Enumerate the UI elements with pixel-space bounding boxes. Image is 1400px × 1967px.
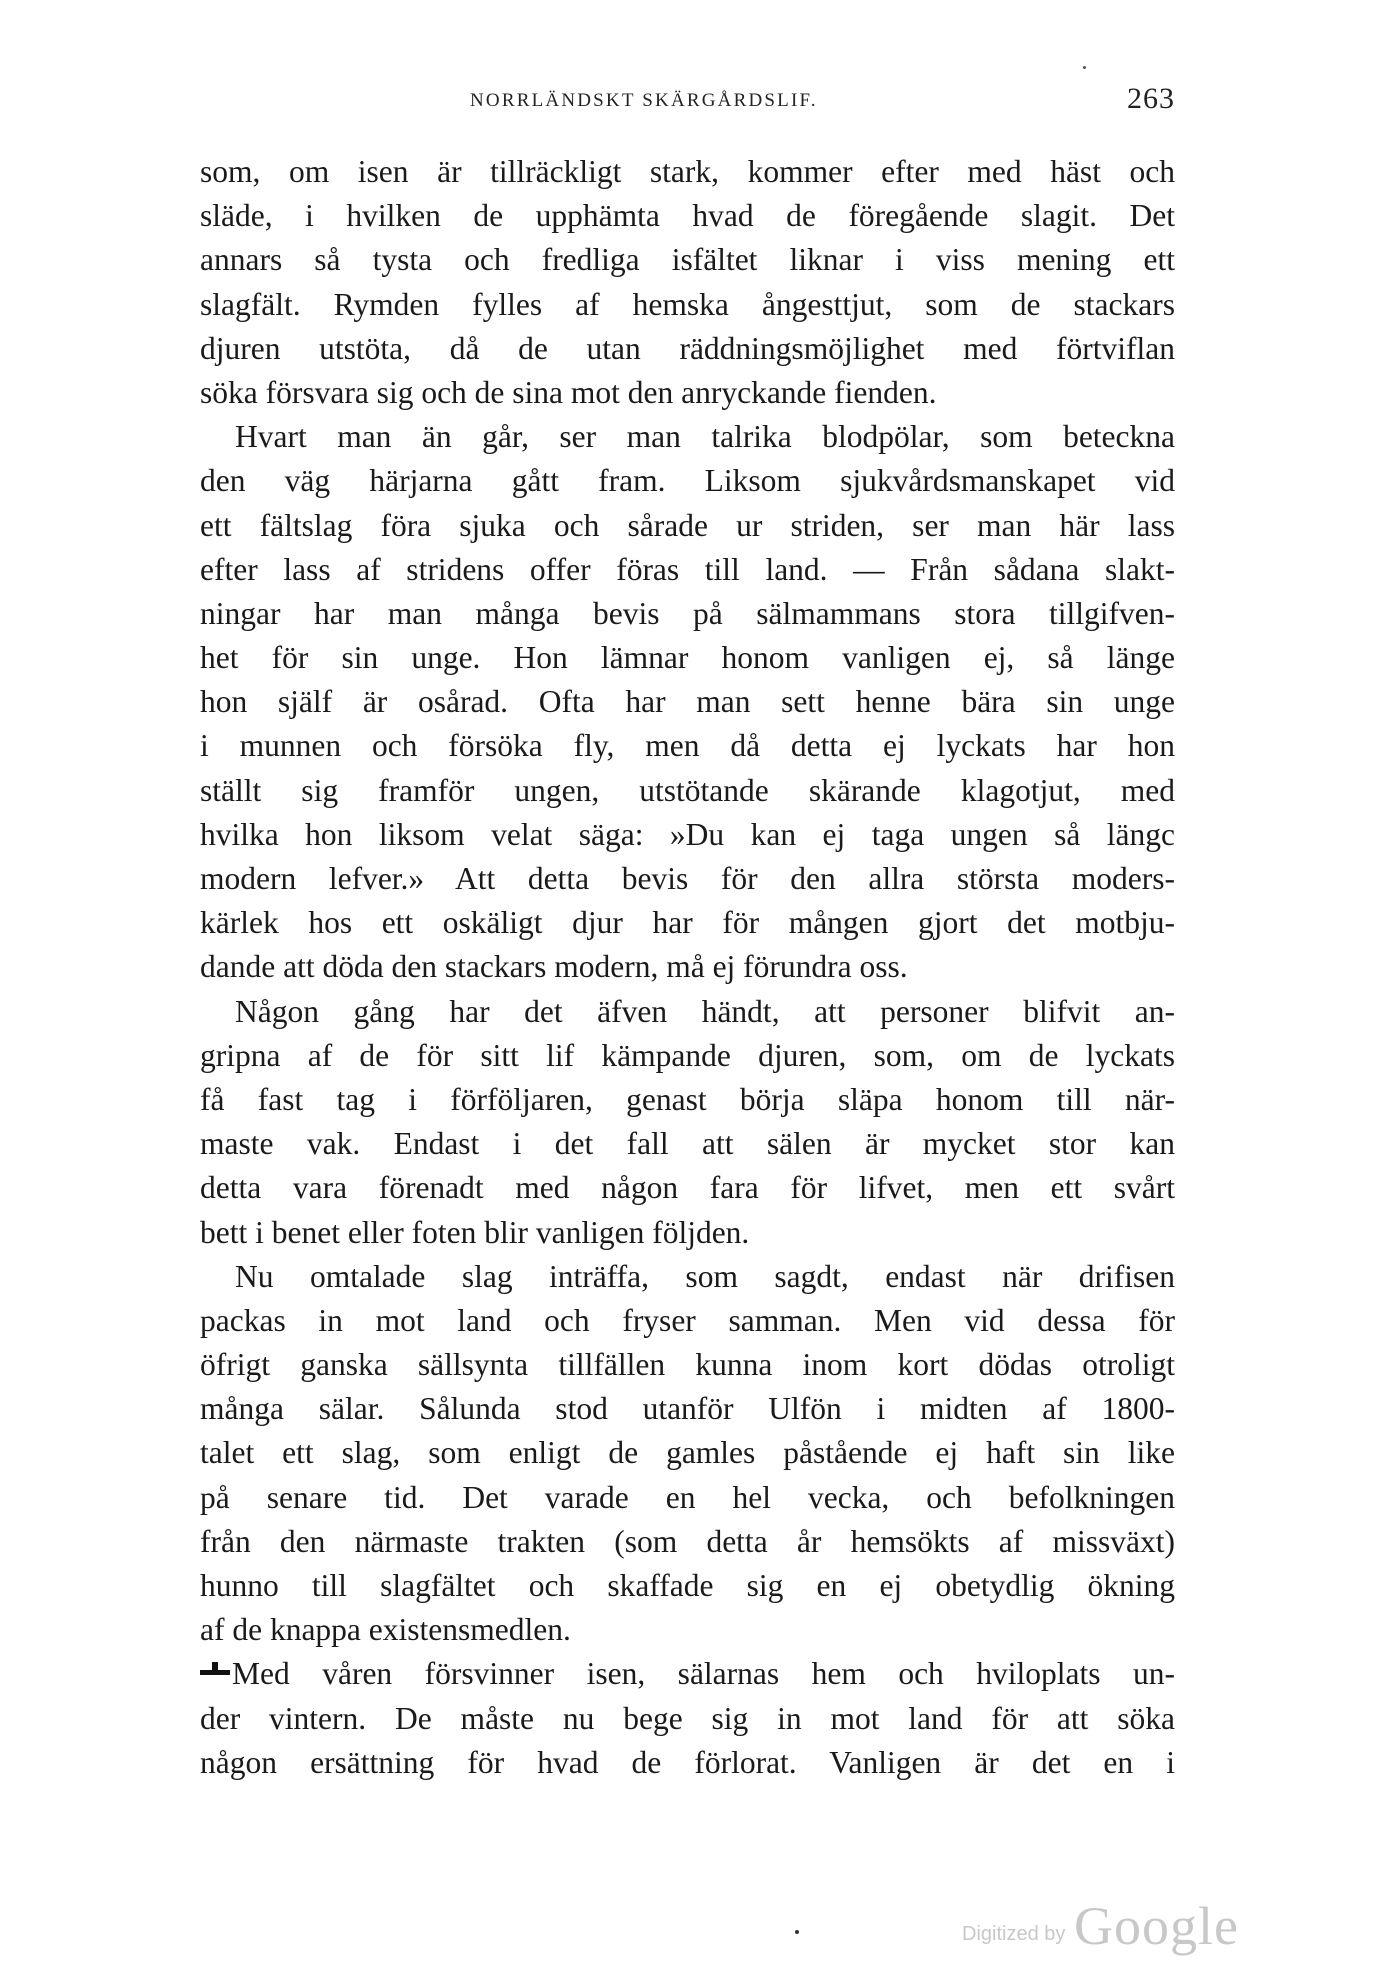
text-line: slagfält. Rymden fylles af hemska ångesttjut, som de stackars [200, 286, 1175, 322]
text-line: hon själf är osårad. Ofta har man sett henne bära sin unge [200, 684, 1175, 720]
text-line: modern lefver.» Att detta bevis för den allra största moders- [200, 861, 1175, 896]
text-line: dande att döda den stackars modern, må ej förundra oss. [200, 949, 908, 985]
text-line: många sälar. Sålunda stod utanför Ulfön i midten af 1800- [200, 1391, 1175, 1427]
text-line: het för sin unge. Hon lämnar honom vanligen ej, så länge [200, 640, 1175, 676]
body-text [200, 150, 1175, 1785]
text-line: packas in mot land och fryser samman. Men vid dessa för [200, 1302, 1175, 1338]
speck-mark [1083, 66, 1086, 69]
digitized-watermark [962, 1895, 1262, 1955]
text-line: ställt sig framför ungen, utstötande skärande klagotjut, med [200, 772, 1175, 808]
text-line: få fast tag i förföljaren, genast börja släpa honom till när- [200, 1081, 1175, 1117]
speck-mark [795, 1930, 799, 1934]
text-line-content: Med våren försvinner isen, sälarnas hem och hviloplats un- [232, 1656, 1175, 1692]
paragraph-start-line: Någon gång har det äfven händt, att personer blifvit an- [235, 993, 1175, 1029]
text-line: som, om isen är tillräckligt stark, kommer efter med häst och [200, 154, 1175, 189]
text-line: bett i benet eller foten blir vanligen följden. [200, 1214, 750, 1250]
text-line: ett fältslag föra sjuka och sårade ur striden, ser man här lass [200, 507, 1175, 543]
paragraph-start-line: Hvart man än går, ser man talrika blodpölar, som beteckna [235, 419, 1175, 455]
watermark-small-text: Digitized by [962, 1923, 1066, 1945]
text-line: från den närmaste trakten (som detta år hemsökts af missväxt) [200, 1523, 1175, 1559]
paragraph-start-line [200, 1652, 1175, 1696]
watermark-logo-text: Google [1074, 1896, 1239, 1956]
running-head [200, 82, 1175, 122]
text-line: detta vara förenadt med någon fara för lifvet, men ett svårt [200, 1170, 1175, 1206]
text-line: söka försvara sig och de sina mot den anryckande fienden. [200, 374, 937, 410]
page-number: 263 [1127, 82, 1175, 115]
text-line: på senare tid. Det varade en hel vecka, och befolkningen [200, 1479, 1175, 1515]
text-line: annars så tysta och fredliga isfältet liknar i viss mening ett [200, 242, 1175, 278]
text-line: der vintern. De måste nu bege sig in mot land för att söka [200, 1700, 1175, 1736]
text-line: ningar har man många bevis på sälmammans stora tillgifven- [200, 595, 1175, 631]
text-line: någon ersättning för hvad de förlorat. Vanligen är det en i [200, 1744, 1175, 1780]
text-line: i munnen och försöka fly, men då detta ej lyckats har hon [200, 728, 1175, 764]
text-line: af de knappa existensmedlen. [200, 1612, 571, 1648]
text-line: hunno till slagfältet och skaffade sig en ej obetydlig ökning [200, 1568, 1175, 1603]
text-line: efter lass af stridens offer föras till land. — Från sådana slakt- [200, 551, 1175, 587]
running-title: NORRLÄNDSKT SKÄRGÅRDSLIF. [470, 90, 818, 111]
text-line: öfrigt ganska sällsynta tillfällen kunna inom kort dödas otroligt [200, 1347, 1175, 1383]
text-line: talet ett slag, som enligt de gamles påstående ej haft sin like [200, 1435, 1175, 1471]
text-line: släde, i hvilken de upphämta hvad de föregående slagit. Det [200, 198, 1175, 234]
text-line: djuren utstöta, då de utan räddningsmöjlighet med förtviflan [200, 330, 1175, 366]
text-line: hvilka hon liksom velat säga: »Du kan ej taga ungen så längc [200, 816, 1175, 852]
margin-mark-icon [200, 1670, 232, 1684]
text-line: maste vak. Endast i det fall att sälen är mycket stor kan [200, 1126, 1175, 1162]
text-line: gripna af de för sitt lif kämpande djuren, som, om de lyckats [200, 1037, 1175, 1073]
text-line: kärlek hos ett oskäligt djur har för mången gjort det motbju- [200, 905, 1175, 941]
paragraph-start-line: Nu omtalade slag inträffa, som sagdt, endast när drifisen [235, 1258, 1175, 1294]
text-line: den väg härjarna gått fram. Liksom sjukvårdsmanskapet vid [200, 463, 1175, 499]
